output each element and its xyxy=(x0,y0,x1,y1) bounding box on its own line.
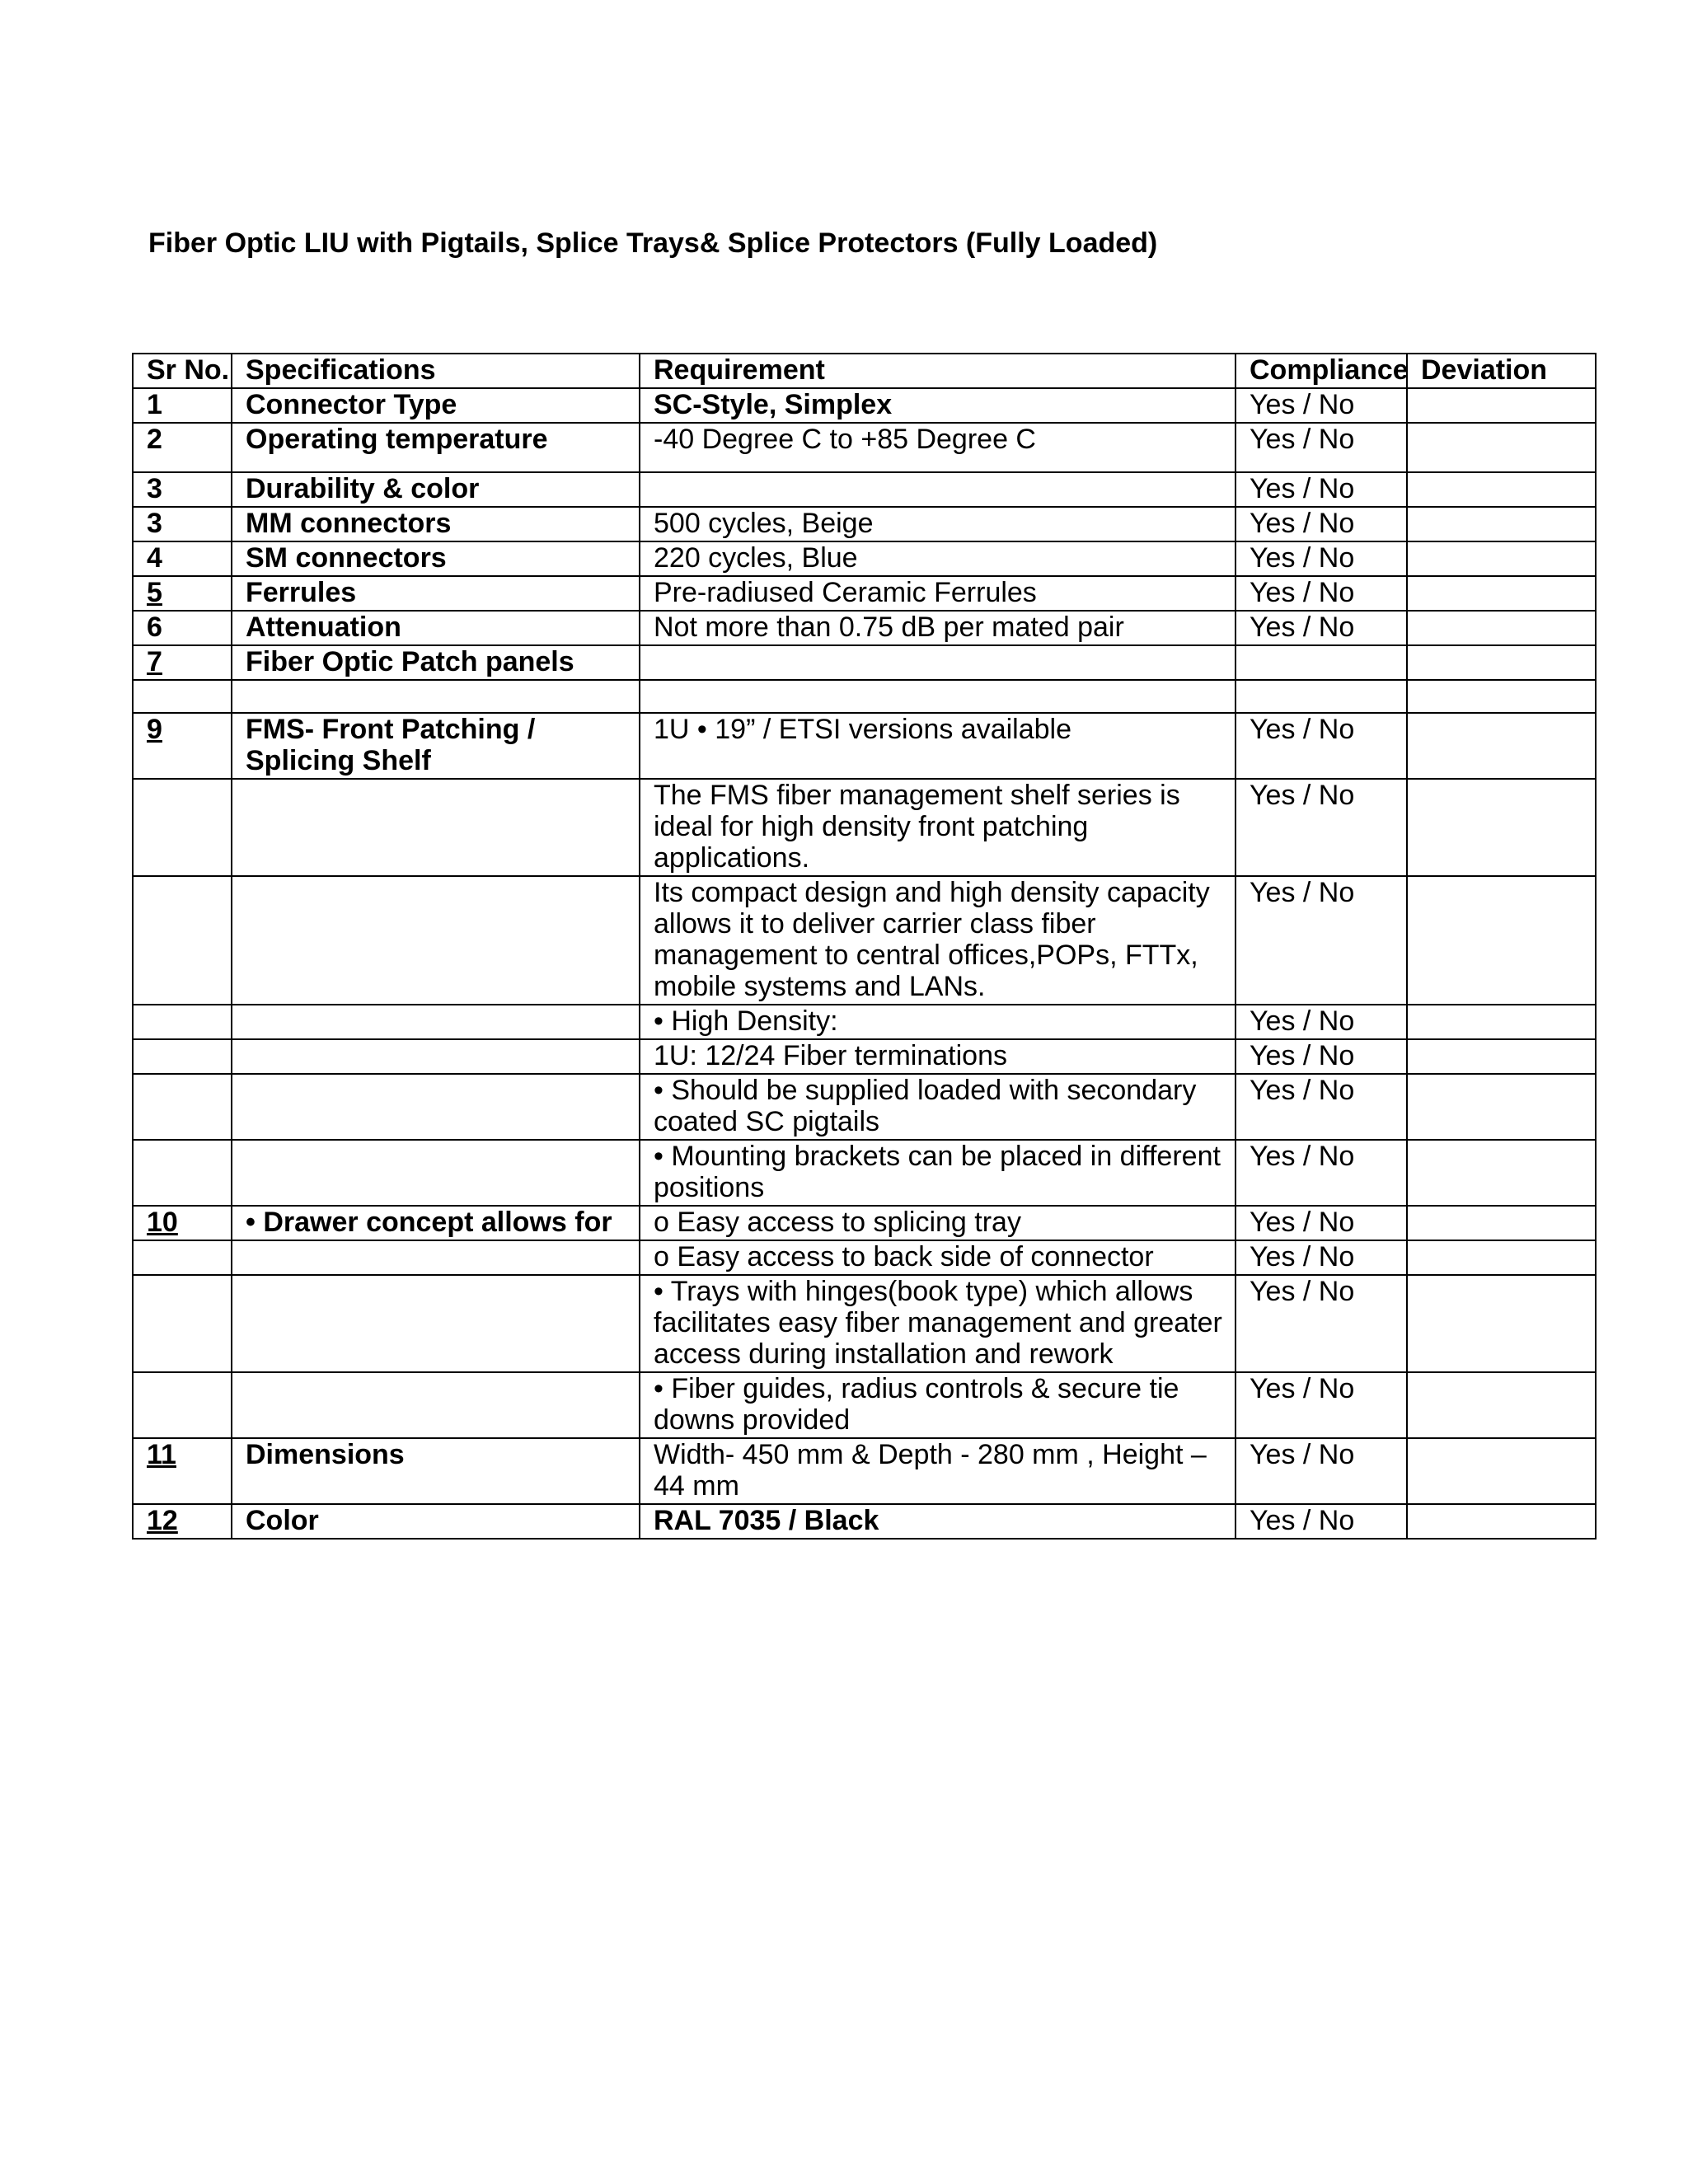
compliance-cell: Yes / No xyxy=(1236,576,1407,611)
compliance-cell: Yes / No xyxy=(1236,1039,1407,1074)
sr-cell xyxy=(133,680,232,713)
table-row xyxy=(133,1504,1596,1539)
spec-cell xyxy=(232,1039,640,1074)
sr-cell xyxy=(133,1140,232,1206)
deviation-cell xyxy=(1407,1074,1596,1140)
table-row xyxy=(133,1206,1596,1240)
deviation-cell xyxy=(1407,645,1596,680)
header-deviation: Deviation xyxy=(1407,354,1596,388)
header-specifications: Specifications xyxy=(232,354,640,388)
sr-cell: 12 xyxy=(133,1504,232,1539)
deviation-cell xyxy=(1407,876,1596,1005)
spec-cell xyxy=(232,680,640,713)
deviation-cell xyxy=(1407,779,1596,876)
table-row xyxy=(133,1240,1596,1275)
table-row xyxy=(133,779,1596,876)
table-header-row xyxy=(133,354,1596,388)
compliance-cell: Yes / No xyxy=(1236,423,1407,472)
requirement-cell: Pre-radiused Ceramic Ferrules xyxy=(640,576,1236,611)
compliance-cell: Yes / No xyxy=(1236,1438,1407,1504)
deviation-cell xyxy=(1407,1438,1596,1504)
compliance-cell: Yes / No xyxy=(1236,541,1407,576)
spec-cell: Connector Type xyxy=(232,388,640,423)
compliance-cell: Yes / No xyxy=(1236,1372,1407,1438)
requirement-cell: • Fiber guides, radius controls & secure tie downs provided xyxy=(640,1372,1236,1438)
sr-cell xyxy=(133,779,232,876)
deviation-cell xyxy=(1407,1504,1596,1539)
requirement-cell xyxy=(640,680,1236,713)
deviation-cell xyxy=(1407,1206,1596,1240)
header-sr-no: Sr No. xyxy=(133,354,232,388)
sr-cell xyxy=(133,1039,232,1074)
sr-cell xyxy=(133,1074,232,1140)
compliance-cell: Yes / No xyxy=(1236,1504,1407,1539)
compliance-cell: Yes / No xyxy=(1236,388,1407,423)
spec-cell xyxy=(232,1275,640,1372)
requirement-cell xyxy=(640,472,1236,507)
compliance-cell: Yes / No xyxy=(1236,611,1407,645)
requirement-cell: • Mounting brackets can be placed in different positions xyxy=(640,1140,1236,1206)
spec-cell: Attenuation xyxy=(232,611,640,645)
compliance-cell: Yes / No xyxy=(1236,1240,1407,1275)
spec-cell xyxy=(232,1140,640,1206)
spec-cell xyxy=(232,1074,640,1140)
spec-cell: Dimensions xyxy=(232,1438,640,1504)
table-row xyxy=(133,1372,1596,1438)
requirement-cell: 220 cycles, Blue xyxy=(640,541,1236,576)
sr-cell: 11 xyxy=(133,1438,232,1504)
spec-cell: Durability & color xyxy=(232,472,640,507)
requirement-cell: RAL 7035 / Black xyxy=(640,1504,1236,1539)
requirement-cell: 1U • 19” / ETSI versions available xyxy=(640,713,1236,779)
document-title: Fiber Optic LIU with Pigtails, Splice Trays& Splice Protectors (Fully Loaded) xyxy=(148,227,1158,259)
sr-cell xyxy=(133,1240,232,1275)
spec-cell xyxy=(232,779,640,876)
deviation-cell xyxy=(1407,1039,1596,1074)
requirement-cell: SC-Style, Simplex xyxy=(640,388,1236,423)
spec-cell xyxy=(232,1240,640,1275)
compliance-cell xyxy=(1236,645,1407,680)
requirement-cell: • Should be supplied loaded with secondary coated SC pigtails xyxy=(640,1074,1236,1140)
compliance-cell: Yes / No xyxy=(1236,472,1407,507)
sr-cell: 1 xyxy=(133,388,232,423)
requirement-cell: The FMS fiber management shelf series is ideal for high density front patching applications. xyxy=(640,779,1236,876)
deviation-cell xyxy=(1407,680,1596,713)
compliance-cell xyxy=(1236,680,1407,713)
specification-table xyxy=(132,353,1597,1540)
sr-cell: 4 xyxy=(133,541,232,576)
compliance-cell: Yes / No xyxy=(1236,1005,1407,1039)
compliance-cell: Yes / No xyxy=(1236,1275,1407,1372)
requirement-cell: • Trays with hinges(book type) which allows facilitates easy fiber management and greater access during installation and rework xyxy=(640,1275,1236,1372)
header-compliance: Compliance xyxy=(1236,354,1407,388)
deviation-cell xyxy=(1407,1140,1596,1206)
sr-cell xyxy=(133,1275,232,1372)
requirement-cell: 1U: 12/24 Fiber terminations xyxy=(640,1039,1236,1074)
table-row xyxy=(133,611,1596,645)
table-row xyxy=(133,1074,1596,1140)
deviation-cell xyxy=(1407,388,1596,423)
deviation-cell xyxy=(1407,611,1596,645)
deviation-cell xyxy=(1407,507,1596,541)
sr-cell xyxy=(133,1005,232,1039)
spec-cell: Operating temperature xyxy=(232,423,640,472)
requirement-cell: Its compact design and high density capacity allows it to deliver carrier class fiber management to central offices,POPs, FTTx, mobile systems and LANs. xyxy=(640,876,1236,1005)
sr-cell: 9 xyxy=(133,713,232,779)
table-row xyxy=(133,680,1596,713)
compliance-cell: Yes / No xyxy=(1236,876,1407,1005)
table-row xyxy=(133,1140,1596,1206)
header-requirement: Requirement xyxy=(640,354,1236,388)
sr-cell: 2 xyxy=(133,423,232,472)
compliance-cell: Yes / No xyxy=(1236,713,1407,779)
spec-cell: • Drawer concept allows for xyxy=(232,1206,640,1240)
table-row xyxy=(133,388,1596,423)
requirement-cell: • High Density: xyxy=(640,1005,1236,1039)
requirement-cell: o Easy access to back side of connector xyxy=(640,1240,1236,1275)
deviation-cell xyxy=(1407,1005,1596,1039)
requirement-cell xyxy=(640,645,1236,680)
deviation-cell xyxy=(1407,472,1596,507)
sr-cell: 5 xyxy=(133,576,232,611)
deviation-cell xyxy=(1407,541,1596,576)
table-row xyxy=(133,507,1596,541)
sr-cell: 10 xyxy=(133,1206,232,1240)
spec-cell: FMS- Front Patching / Splicing Shelf xyxy=(232,713,640,779)
requirement-cell: o Easy access to splicing tray xyxy=(640,1206,1236,1240)
deviation-cell xyxy=(1407,713,1596,779)
compliance-cell: Yes / No xyxy=(1236,779,1407,876)
spec-cell: MM connectors xyxy=(232,507,640,541)
table-row xyxy=(133,1438,1596,1504)
deviation-cell xyxy=(1407,576,1596,611)
requirement-cell: Not more than 0.75 dB per mated pair xyxy=(640,611,1236,645)
sr-cell: 3 xyxy=(133,507,232,541)
table-row xyxy=(133,876,1596,1005)
sr-cell xyxy=(133,876,232,1005)
compliance-cell: Yes / No xyxy=(1236,1074,1407,1140)
spec-cell: Fiber Optic Patch panels xyxy=(232,645,640,680)
table-row xyxy=(133,1275,1596,1372)
table-row xyxy=(133,472,1596,507)
table-row xyxy=(133,1005,1596,1039)
requirement-cell: -40 Degree C to +85 Degree C xyxy=(640,423,1236,472)
compliance-cell: Yes / No xyxy=(1236,1206,1407,1240)
spec-cell: Color xyxy=(232,1504,640,1539)
sr-cell xyxy=(133,1372,232,1438)
compliance-cell: Yes / No xyxy=(1236,507,1407,541)
spec-cell xyxy=(232,1005,640,1039)
requirement-cell: Width- 450 mm & Depth - 280 mm , Height – 44 mm xyxy=(640,1438,1236,1504)
spec-cell: Ferrules xyxy=(232,576,640,611)
deviation-cell xyxy=(1407,1372,1596,1438)
spec-cell xyxy=(232,876,640,1005)
table-row xyxy=(133,1039,1596,1074)
table-row xyxy=(133,576,1596,611)
deviation-cell xyxy=(1407,423,1596,472)
requirement-cell: 500 cycles, Beige xyxy=(640,507,1236,541)
table-row xyxy=(133,541,1596,576)
spec-cell xyxy=(232,1372,640,1438)
table-row xyxy=(133,423,1596,472)
deviation-cell xyxy=(1407,1275,1596,1372)
table-row xyxy=(133,645,1596,680)
table-row xyxy=(133,713,1596,779)
sr-cell: 6 xyxy=(133,611,232,645)
spec-cell: SM connectors xyxy=(232,541,640,576)
deviation-cell xyxy=(1407,1240,1596,1275)
sr-cell: 7 xyxy=(133,645,232,680)
compliance-cell: Yes / No xyxy=(1236,1140,1407,1206)
sr-cell: 3 xyxy=(133,472,232,507)
